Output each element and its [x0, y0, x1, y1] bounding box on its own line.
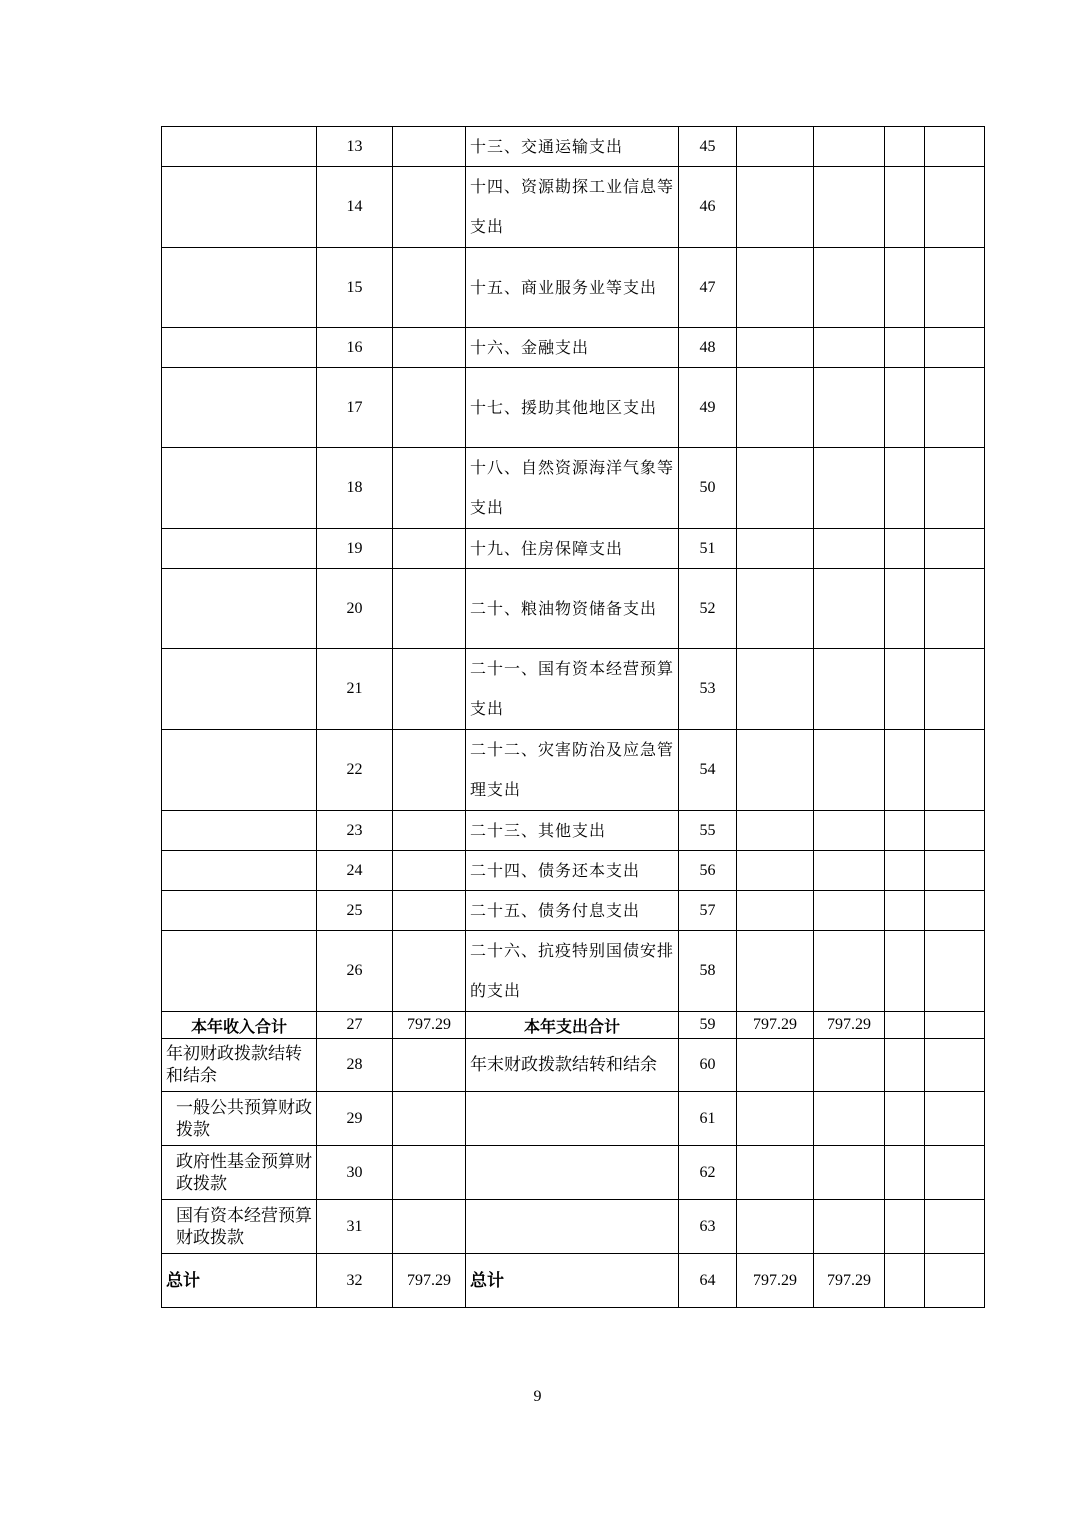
empty-cell: [885, 1039, 925, 1092]
empty-cell: [737, 851, 814, 891]
income-line-number: 22: [317, 730, 393, 811]
income-amount-cell: [393, 248, 466, 328]
income-amount-cell: [393, 851, 466, 891]
income-amount-cell: [393, 529, 466, 569]
expense-item-label: 二十二、灾害防治及应急管理支出: [466, 730, 679, 811]
expense-item-label: 二十四、债务还本支出: [466, 851, 679, 891]
income-line-number: 16: [317, 328, 393, 368]
carry-expense-label: [466, 1146, 679, 1200]
carry-income-label: 年初财政拨款结转和结余: [162, 1039, 317, 1092]
annual-income-label: 本年收入合计: [162, 1012, 317, 1039]
income-line-number: 15: [317, 248, 393, 328]
empty-cell: [885, 448, 925, 529]
page-number: 9: [533, 1388, 542, 1405]
empty-cell: [925, 851, 985, 891]
empty-cell: [925, 248, 985, 328]
empty-cell: [737, 1039, 814, 1092]
empty-cell: [925, 649, 985, 730]
empty-cell: [814, 448, 885, 529]
income-amount-cell: [393, 167, 466, 248]
carry-expense-line: 63: [679, 1200, 737, 1254]
empty-cell: [885, 1254, 925, 1308]
expense-line-number: 56: [679, 851, 737, 891]
empty-cell: [737, 328, 814, 368]
income-amount-cell: [393, 649, 466, 730]
empty-cell: [885, 649, 925, 730]
annual-expense-line: 59: [679, 1012, 737, 1039]
income-label-cell: [162, 448, 317, 529]
empty-cell: [814, 730, 885, 811]
carry-income-label: 一般公共预算财政拨款: [162, 1092, 317, 1146]
grand-total-row: [162, 1254, 985, 1308]
expense-item-label: 十四、资源勘探工业信息等支出: [466, 167, 679, 248]
empty-cell: [737, 1200, 814, 1254]
income-amount-cell: [393, 368, 466, 448]
income-line-number: 14: [317, 167, 393, 248]
expense-line-number: 50: [679, 448, 737, 529]
table-row: [162, 730, 985, 811]
carry-income-line: 30: [317, 1146, 393, 1200]
carry-expense-line: 60: [679, 1039, 737, 1092]
budget-table: [161, 126, 985, 1308]
grand-expense-amount: 797.29: [737, 1254, 814, 1308]
carry-income-label: 国有资本经营预算财政拨款: [162, 1200, 317, 1254]
carry-income-amount: [393, 1092, 466, 1146]
empty-cell: [737, 730, 814, 811]
empty-cell: [885, 529, 925, 569]
empty-cell: [814, 1146, 885, 1200]
expense-item-label: 二十六、抗疫特别国债安排的支出: [466, 931, 679, 1012]
income-label-cell: [162, 569, 317, 649]
empty-cell: [737, 1146, 814, 1200]
expense-line-number: 48: [679, 328, 737, 368]
income-label-cell: [162, 730, 317, 811]
income-amount-cell: [393, 328, 466, 368]
empty-cell: [925, 328, 985, 368]
empty-cell: [814, 248, 885, 328]
empty-cell: [885, 167, 925, 248]
income-amount-cell: [393, 127, 466, 167]
carry-expense-label: [466, 1200, 679, 1254]
expense-line-number: 55: [679, 811, 737, 851]
expense-item-label: 二十一、国有资本经营预算支出: [466, 649, 679, 730]
income-line-number: 19: [317, 529, 393, 569]
carry-income-amount: [393, 1200, 466, 1254]
empty-cell: [737, 811, 814, 851]
empty-cell: [814, 1039, 885, 1092]
empty-cell: [925, 1039, 985, 1092]
empty-cell: [925, 1092, 985, 1146]
empty-cell: [885, 851, 925, 891]
empty-cell: [737, 167, 814, 248]
carry-income-line: 28: [317, 1039, 393, 1092]
empty-cell: [814, 891, 885, 931]
empty-cell: [925, 1200, 985, 1254]
annual-total-row: [162, 1012, 985, 1039]
income-amount-cell: [393, 730, 466, 811]
expense-item-label: 十九、住房保障支出: [466, 529, 679, 569]
expense-item-label: 十七、援助其他地区支出: [466, 368, 679, 448]
empty-cell: [814, 569, 885, 649]
income-amount-cell: [393, 931, 466, 1012]
income-label-cell: [162, 248, 317, 328]
income-label-cell: [162, 811, 317, 851]
expense-line-number: 52: [679, 569, 737, 649]
empty-cell: [885, 730, 925, 811]
empty-cell: [885, 248, 925, 328]
empty-cell: [925, 368, 985, 448]
annual-income-amount: 797.29: [393, 1012, 466, 1039]
carry-expense-line: 62: [679, 1146, 737, 1200]
empty-cell: [737, 1092, 814, 1146]
income-line-number: 21: [317, 649, 393, 730]
grand-income-amount: 797.29: [393, 1254, 466, 1308]
grand-total-rows: [162, 1254, 985, 1308]
empty-cell: [814, 529, 885, 569]
empty-cell: [925, 569, 985, 649]
grand-expense-label: 总计: [466, 1254, 679, 1308]
empty-cell: [737, 649, 814, 730]
empty-cell: [737, 248, 814, 328]
carry-expense-label: [466, 1092, 679, 1146]
income-amount-cell: [393, 891, 466, 931]
grand-expense-line: 64: [679, 1254, 737, 1308]
carry-income-line: 31: [317, 1200, 393, 1254]
empty-cell: [885, 1200, 925, 1254]
empty-cell: [814, 811, 885, 851]
empty-cell: [814, 167, 885, 248]
income-line-number: 13: [317, 127, 393, 167]
carry-over-rows: [162, 1039, 985, 1254]
expense-line-number: 51: [679, 529, 737, 569]
empty-cell: [737, 569, 814, 649]
table-row: [162, 167, 985, 248]
income-line-number: 24: [317, 851, 393, 891]
empty-cell: [814, 851, 885, 891]
income-label-cell: [162, 127, 317, 167]
empty-cell: [737, 529, 814, 569]
expense-line-number: 49: [679, 368, 737, 448]
empty-cell: [885, 328, 925, 368]
empty-cell: [737, 127, 814, 167]
empty-cell: [814, 368, 885, 448]
empty-cell: [925, 529, 985, 569]
empty-cell: [737, 931, 814, 1012]
table-row: [162, 127, 985, 167]
table-row: [162, 1039, 985, 1092]
table-row: [162, 448, 985, 529]
table-row: [162, 851, 985, 891]
empty-cell: [885, 931, 925, 1012]
empty-cell: [885, 127, 925, 167]
income-line-number: 18: [317, 448, 393, 529]
income-label-cell: [162, 891, 317, 931]
expense-item-label: 十三、交通运输支出: [466, 127, 679, 167]
empty-cell: [814, 931, 885, 1012]
summary-rows: [162, 1012, 985, 1039]
empty-cell: [925, 811, 985, 851]
income-label-cell: [162, 649, 317, 730]
table-row: [162, 1146, 985, 1200]
table-row: [162, 891, 985, 931]
expense-item-label: 二十、粮油物资储备支出: [466, 569, 679, 649]
annual-expense-amount: 797.29: [737, 1012, 814, 1039]
annual-income-line: 27: [317, 1012, 393, 1039]
empty-cell: [885, 811, 925, 851]
empty-cell: [814, 1092, 885, 1146]
annual-expense-label: 本年支出合计: [466, 1012, 679, 1039]
table-row: [162, 811, 985, 851]
income-amount-cell: [393, 448, 466, 529]
table-row: [162, 931, 985, 1012]
empty-cell: [925, 891, 985, 931]
expense-line-number: 53: [679, 649, 737, 730]
empty-cell: [737, 368, 814, 448]
income-line-number: 20: [317, 569, 393, 649]
expense-line-number: 45: [679, 127, 737, 167]
grand-income-line: 32: [317, 1254, 393, 1308]
expense-line-number: 46: [679, 167, 737, 248]
income-line-number: 25: [317, 891, 393, 931]
income-line-number: 17: [317, 368, 393, 448]
empty-cell: [925, 730, 985, 811]
expense-item-rows: [162, 127, 985, 1012]
empty-cell: [925, 1254, 985, 1308]
empty-cell: [925, 1146, 985, 1200]
expense-item-label: 十五、商业服务业等支出: [466, 248, 679, 328]
empty-cell: [737, 891, 814, 931]
empty-cell: [925, 167, 985, 248]
carry-income-amount: [393, 1039, 466, 1092]
expense-item-label: 二十三、其他支出: [466, 811, 679, 851]
annual-expense-amount-2: 797.29: [814, 1012, 885, 1039]
empty-cell: [885, 569, 925, 649]
empty-cell: [925, 448, 985, 529]
expense-line-number: 54: [679, 730, 737, 811]
table-row: [162, 1092, 985, 1146]
table-row: [162, 1200, 985, 1254]
empty-cell: [814, 649, 885, 730]
carry-income-amount: [393, 1146, 466, 1200]
empty-cell: [885, 1012, 925, 1039]
carry-expense-line: 61: [679, 1092, 737, 1146]
empty-cell: [885, 891, 925, 931]
empty-cell: [737, 448, 814, 529]
empty-cell: [885, 1092, 925, 1146]
empty-cell: [814, 1200, 885, 1254]
grand-income-label: 总计: [162, 1254, 317, 1308]
empty-cell: [814, 328, 885, 368]
table-row: [162, 368, 985, 448]
table-row: [162, 569, 985, 649]
table-row: [162, 529, 985, 569]
expense-line-number: 58: [679, 931, 737, 1012]
carry-income-label: 政府性基金预算财政拨款: [162, 1146, 317, 1200]
carry-income-line: 29: [317, 1092, 393, 1146]
income-label-cell: [162, 851, 317, 891]
table-row: [162, 649, 985, 730]
expense-item-label: 十八、自然资源海洋气象等支出: [466, 448, 679, 529]
empty-cell: [885, 1146, 925, 1200]
income-label-cell: [162, 368, 317, 448]
expense-line-number: 47: [679, 248, 737, 328]
income-label-cell: [162, 529, 317, 569]
expense-line-number: 57: [679, 891, 737, 931]
income-amount-cell: [393, 811, 466, 851]
empty-cell: [885, 368, 925, 448]
empty-cell: [814, 127, 885, 167]
table-row: [162, 248, 985, 328]
income-label-cell: [162, 931, 317, 1012]
expense-item-label: 十六、金融支出: [466, 328, 679, 368]
income-label-cell: [162, 328, 317, 368]
grand-expense-amount-2: 797.29: [814, 1254, 885, 1308]
expense-item-label: 二十五、债务付息支出: [466, 891, 679, 931]
income-amount-cell: [393, 569, 466, 649]
income-line-number: 23: [317, 811, 393, 851]
carry-expense-label: 年末财政拨款结转和结余: [466, 1039, 679, 1092]
income-label-cell: [162, 167, 317, 248]
empty-cell: [925, 931, 985, 1012]
empty-cell: [925, 1012, 985, 1039]
table-row: [162, 328, 985, 368]
empty-cell: [925, 127, 985, 167]
income-line-number: 26: [317, 931, 393, 1012]
